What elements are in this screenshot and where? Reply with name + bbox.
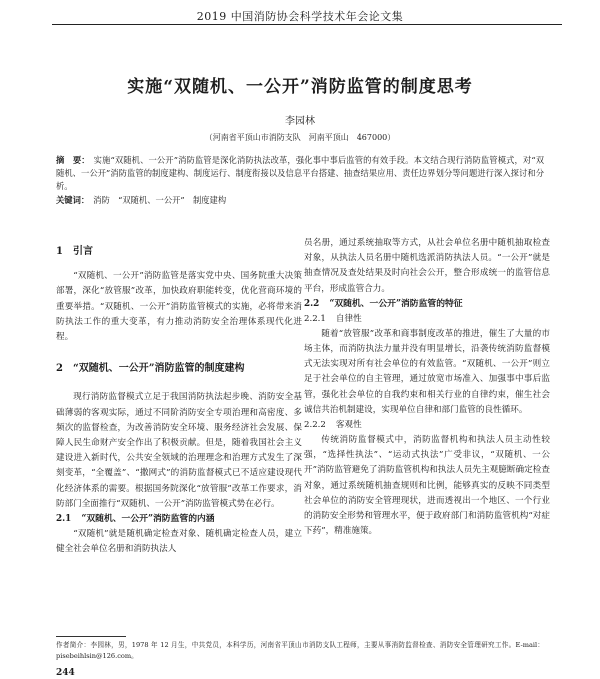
page-number: 244 xyxy=(56,668,75,678)
subsection-number: 2.1 xyxy=(56,514,72,525)
author-affiliation: （河南省平顶山市消防支队 河南平顶山 467000） xyxy=(204,133,396,142)
right-column xyxy=(304,236,550,539)
subsubsection-2-2-1-paragraph: 随着“放管服”改革和商事制度改革的推进，催生了大量的市场主体，而消防执法力量并没有明显增长，沿袭传统消防监督模式无法实现对所有社会单位的有效监管。“双随机、一公开”则立足于社会单位的自主管理，通过放宽市场准入、加强事中事后监管，强化社会单位的自我约束和相关行业的自律约束，催生社会诚信共治机制建设，实现单位自律和部门监管的良性循环。 xyxy=(304,328,550,415)
left-column xyxy=(56,236,302,557)
subsection-heading-2-1 xyxy=(56,512,302,527)
subsubsection-number: 2.2.2 xyxy=(304,420,326,431)
subsection-2-1-paragraph: “双随机”就是随机确定检查对象、随机确定检查人员，建立健全社会单位名册和消防执法人 xyxy=(56,529,302,555)
section-title: 引言 xyxy=(72,246,93,257)
section2-paragraph: 现行消防监督模式立足于我国消防执法起步晚、消防安全基础薄弱的客观实际，通过不同阶消防安全专项治理和高密度、多频次的监督检查，为改善消防安全环境、服务经济社会发展、保障人民生命财产安全作出了积极贡献。但是，随着我国社会主义建设进入新时代，公共安全领域的治理理念和治理方式发生了深刻变革，“全覆盖”、“撒网式”的消防监督模式已不适应建设现代化经济体系的需要。根据国务院深化“放管服”改革工作要求，消防部门全面推行“双随机、一公开”消防监管模式势在必行。 xyxy=(56,392,302,509)
subsection-title: “双随机、一公开”消防监管的特征 xyxy=(329,298,463,309)
abstract-block xyxy=(56,154,544,207)
subsubsection-2-2-2-paragraph: 传统消防监督模式中，消防监督机构和执法人员主动性较强，“选择性执法”、“运动式执法”广受非议，“双随机、一公开”消防监管避免了消防监管机构和执法人员先主观臆断确定检查对象，通过系统随机抽查规则和比例，能够真实的反映不同类型社会单位的消防安全管理现状，进而透视出一个地区、一个行业的消防安全形势和管理水平，便于政府部门和消防监管机构“对症下药”，精准施策。 xyxy=(304,435,550,537)
subsection-heading-2-2 xyxy=(304,297,550,312)
subsubsection-title: 客观性 xyxy=(335,420,362,431)
keywords-text: 消防 “双随机、一公开” 制度建构 xyxy=(93,195,227,205)
section-number: 1 xyxy=(56,246,63,257)
header-rule xyxy=(52,24,562,25)
keywords-label: 关键词： xyxy=(56,195,90,205)
abstract xyxy=(56,154,544,193)
section-heading-intro xyxy=(56,244,302,259)
subsubsection-heading-2-2-1 xyxy=(304,312,550,327)
running-header: 2019 中国消防协会科学技术年会论文集 xyxy=(196,10,404,23)
subsection-title: “双随机、一公开”消防监管的内涵 xyxy=(81,514,215,525)
keywords xyxy=(56,194,544,207)
author-footnote: 作者简介：李园林，男，1978 年 12 月生，中共党员，本科学历，河南省平顶山市消防支队工程师，主要从事消防监督检查、消防安全管理研究工作。E-mail：pisebeihlsin@126.com。 xyxy=(56,641,544,660)
subsubsection-heading-2-2-2 xyxy=(304,418,550,433)
footnote-rule xyxy=(56,636,126,637)
subsection-2-1-continued: 员名册，通过系统抽取等方式，从社会单位名册中随机抽取检查对象，从执法人员名册中随机选派消防执法人员。“一公开”就是抽查情况及查处结果及时向社会公开，整合形成统一的监管信息平台，形成监管合力。 xyxy=(304,238,550,294)
subsubsection-number: 2.2.1 xyxy=(304,313,326,324)
subsubsection-title: 自律性 xyxy=(335,313,362,324)
section-heading-2 xyxy=(56,361,302,376)
section-title: “双随机、一公开”消防监管的制度建构 xyxy=(72,363,245,375)
paper-title: 实施“双随机、一公开”消防监管的制度思考 xyxy=(127,77,473,97)
intro-paragraph: “双随机、一公开”消防监管是落实党中央、国务院重大决策部署，深化“放管服”改革，加快政府职能转变，优化营商环境的重要举措。“双随机、一公开”消防监管模式的实施，必将带来消防执法工作的重大变革，有力推动消防安全治理体系现代化进程。 xyxy=(56,271,302,343)
subsection-number: 2.2 xyxy=(304,298,320,309)
abstract-label: 摘 要： xyxy=(56,155,90,165)
author-name: 李园林 xyxy=(285,116,315,127)
abstract-text: 实施“双随机、一公开”消防监管是深化消防执法改革，强化事中事后监管的有效手段。本文结合现行消防监管模式，对“双随机、一公开”消防监管的制度建构、制度运行、制度衔接以及信息平台搭建、抽查结果应用、责任边界划分等问题进行深入探讨和分析。 xyxy=(56,155,544,191)
section-number: 2 xyxy=(56,363,63,375)
